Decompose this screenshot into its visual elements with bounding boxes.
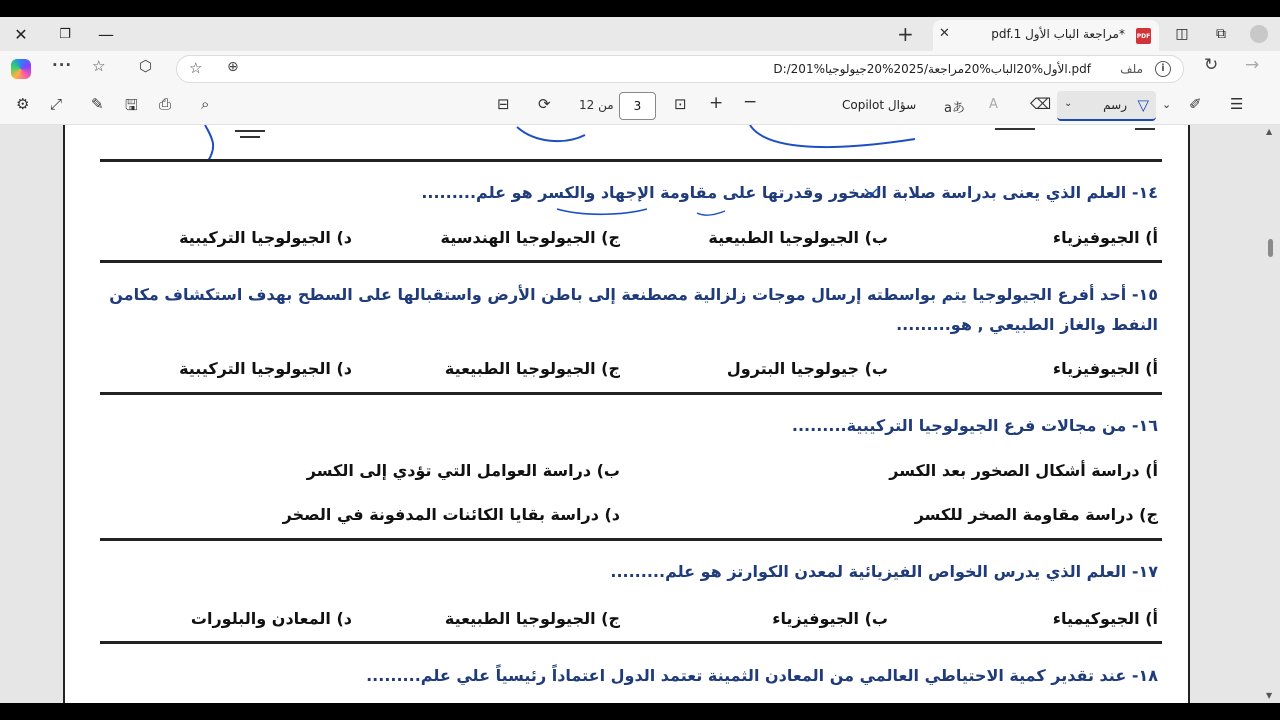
two-page-icon[interactable]: ⊟ [497, 95, 510, 113]
expand-icon[interactable]: ⤢ [50, 95, 63, 113]
workspaces-icon[interactable]: ⧉ [1216, 26, 1226, 42]
option-15-d: د) الجيولوجيا التركيبية [179, 359, 352, 378]
print-icon[interactable]: ⎙ [159, 95, 172, 113]
forward-icon[interactable]: → [1245, 55, 1260, 75]
option-14-a: أ) الجيوفيزياء [1052, 228, 1158, 247]
search-icon[interactable]: ⌕ [201, 95, 210, 113]
scroll-up-icon[interactable]: ▲ [1266, 127, 1273, 136]
url-text[interactable]: D:/201%الأول%20الباب%20مراجعة/2025%20جيولوجيا.pdf [773, 62, 1091, 76]
option-14-b: ب) الجيولوجيا الطبيعية [708, 228, 888, 247]
option-16-a: أ) دراسة أشكال الصخور بعد الكسر [889, 461, 1158, 480]
page-count-label: من 12 [579, 98, 614, 112]
vertical-scrollbar[interactable] [1266, 125, 1274, 703]
option-16-b: ب) دراسة العوامل التي تؤدي إلى الكسر [306, 461, 620, 480]
copilot-icon[interactable] [11, 59, 31, 79]
plus-icon[interactable]: + [709, 93, 724, 113]
tab-close-icon[interactable]: ✕ [939, 26, 950, 41]
option-16-d: د) دراسة بقايا الكائنات المدفونة في الصخر [282, 505, 620, 524]
scroll-down-icon[interactable]: ▼ [1266, 691, 1273, 700]
ask-copilot-button[interactable]: سؤال Copilot [842, 98, 917, 112]
option-17-a: أ) الجيوكيمياء [1052, 609, 1158, 628]
extensions-icon[interactable]: ⬡ [139, 57, 153, 75]
option-17-c: ج) الجيولوجيا الطبيعية [444, 609, 620, 628]
minus-icon[interactable]: − [743, 92, 758, 112]
draw-button[interactable] [1057, 91, 1156, 121]
pdf-file-icon: PDF [1136, 28, 1151, 44]
address-bar[interactable] [176, 55, 1184, 83]
question-18: ١٨- عند تقدير كمية الاحتياطي العالمي من المعادن الثمينة تعتمد الدول اعتماداً رئيسياً علي علم......... [366, 666, 1158, 685]
option-15-b: ب) جيولوجيا البترول [726, 359, 888, 378]
ink-underline-14 [65, 125, 1190, 245]
option-17-d: د) المعادن والبلورات [190, 609, 352, 628]
tab-pdf-document[interactable] [933, 20, 1159, 51]
settings-icon[interactable]: ⚙ [16, 95, 30, 113]
draw-label: رسم [1103, 98, 1127, 112]
option-14-c: ج) الجيولوجيا الهندسية [440, 228, 620, 247]
address-row [0, 51, 1280, 87]
pdf-page [63, 125, 1190, 703]
divider [100, 538, 1162, 541]
immersive-icon[interactable]: A [989, 97, 998, 112]
option-14-d: د) الجيولوجيا التركيبية [179, 228, 352, 247]
pdf-viewer[interactable] [0, 125, 1280, 703]
profile-avatar[interactable] [1245, 20, 1273, 48]
favorites-icon[interactable]: ☆ [92, 57, 106, 75]
tab-title: *مراجعة الباب الأول pdf.1 [991, 27, 1125, 41]
star-icon[interactable]: ☆ [189, 59, 203, 77]
divider [100, 260, 1162, 263]
close-window-icon[interactable]: ✕ [14, 24, 28, 44]
more-icon[interactable]: ··· [52, 56, 73, 74]
chevron-down-icon[interactable]: ⌄ [1064, 98, 1073, 109]
divider [100, 641, 1162, 644]
tab-bar [0, 17, 1280, 51]
highlighter-icon[interactable]: ✐ [1189, 95, 1202, 113]
question-17: ١٧- العلم الذي يدرس الخواص الفيزيائية لمعدن الكوارتز هو علم......... [610, 562, 1158, 581]
rotate-icon[interactable]: ⟳ [538, 95, 551, 113]
draw-icon: ▽ [1137, 96, 1149, 114]
zoom-icon[interactable]: ⊕ [227, 59, 239, 75]
eraser-icon[interactable]: ⌫ [1030, 95, 1052, 113]
question-16: ١٦- من مجالات فرع الجيولوجيا التركيبية......... [791, 416, 1158, 435]
divider [100, 392, 1162, 395]
browser-window [0, 17, 1280, 703]
page-number-input[interactable]: 3 [619, 92, 656, 120]
draw-options-chevron-icon[interactable]: ⌄ [1162, 98, 1172, 111]
option-15-c: ج) الجيولوجيا الطبيعية [444, 359, 620, 378]
option-17-b: ب) الجيوفيزياء [772, 609, 888, 628]
highlight-icon[interactable]: ✎ [91, 95, 104, 113]
option-15-a: أ) الجيوفيزياء [1052, 359, 1158, 378]
refresh-icon[interactable]: ↻ [1204, 55, 1219, 75]
question-14: ١٤- العلم الذي يعنى بدراسة صلابة الصخور وقدرتها على مقاومة الإجهاد والكسر هو علم......... [421, 183, 1158, 202]
question-15: ١٥- أحد أفرع الجيولوجيا يتم بواسطته إرسال موجات زلزالية مصطنعة إلى باطن الأرض واستقبالها على السطح بهدف استكشاف مكامن النفط والغاز الطبيعي , هو......... [109, 285, 1158, 334]
info-icon[interactable]: i [1155, 61, 1171, 77]
fit-icon[interactable]: ⊡ [674, 95, 687, 113]
sidebar-toggle-icon[interactable]: ◫ [1175, 26, 1189, 42]
read-aloud-icon[interactable]: aあ [944, 101, 965, 116]
save-icon[interactable]: 🖫 [125, 96, 138, 114]
contents-icon[interactable]: ☰ [1230, 95, 1244, 113]
new-tab-button[interactable]: + [897, 22, 914, 46]
restore-icon[interactable]: ❐ [59, 26, 71, 42]
option-16-c: ج) دراسة مقاومة الصخر للكسر [914, 505, 1158, 524]
minimize-icon[interactable]: — [98, 24, 114, 44]
scrollbar-thumb[interactable] [1268, 239, 1273, 257]
pdf-toolbar [0, 87, 1280, 125]
file-scheme-label: ملف [1120, 62, 1143, 76]
